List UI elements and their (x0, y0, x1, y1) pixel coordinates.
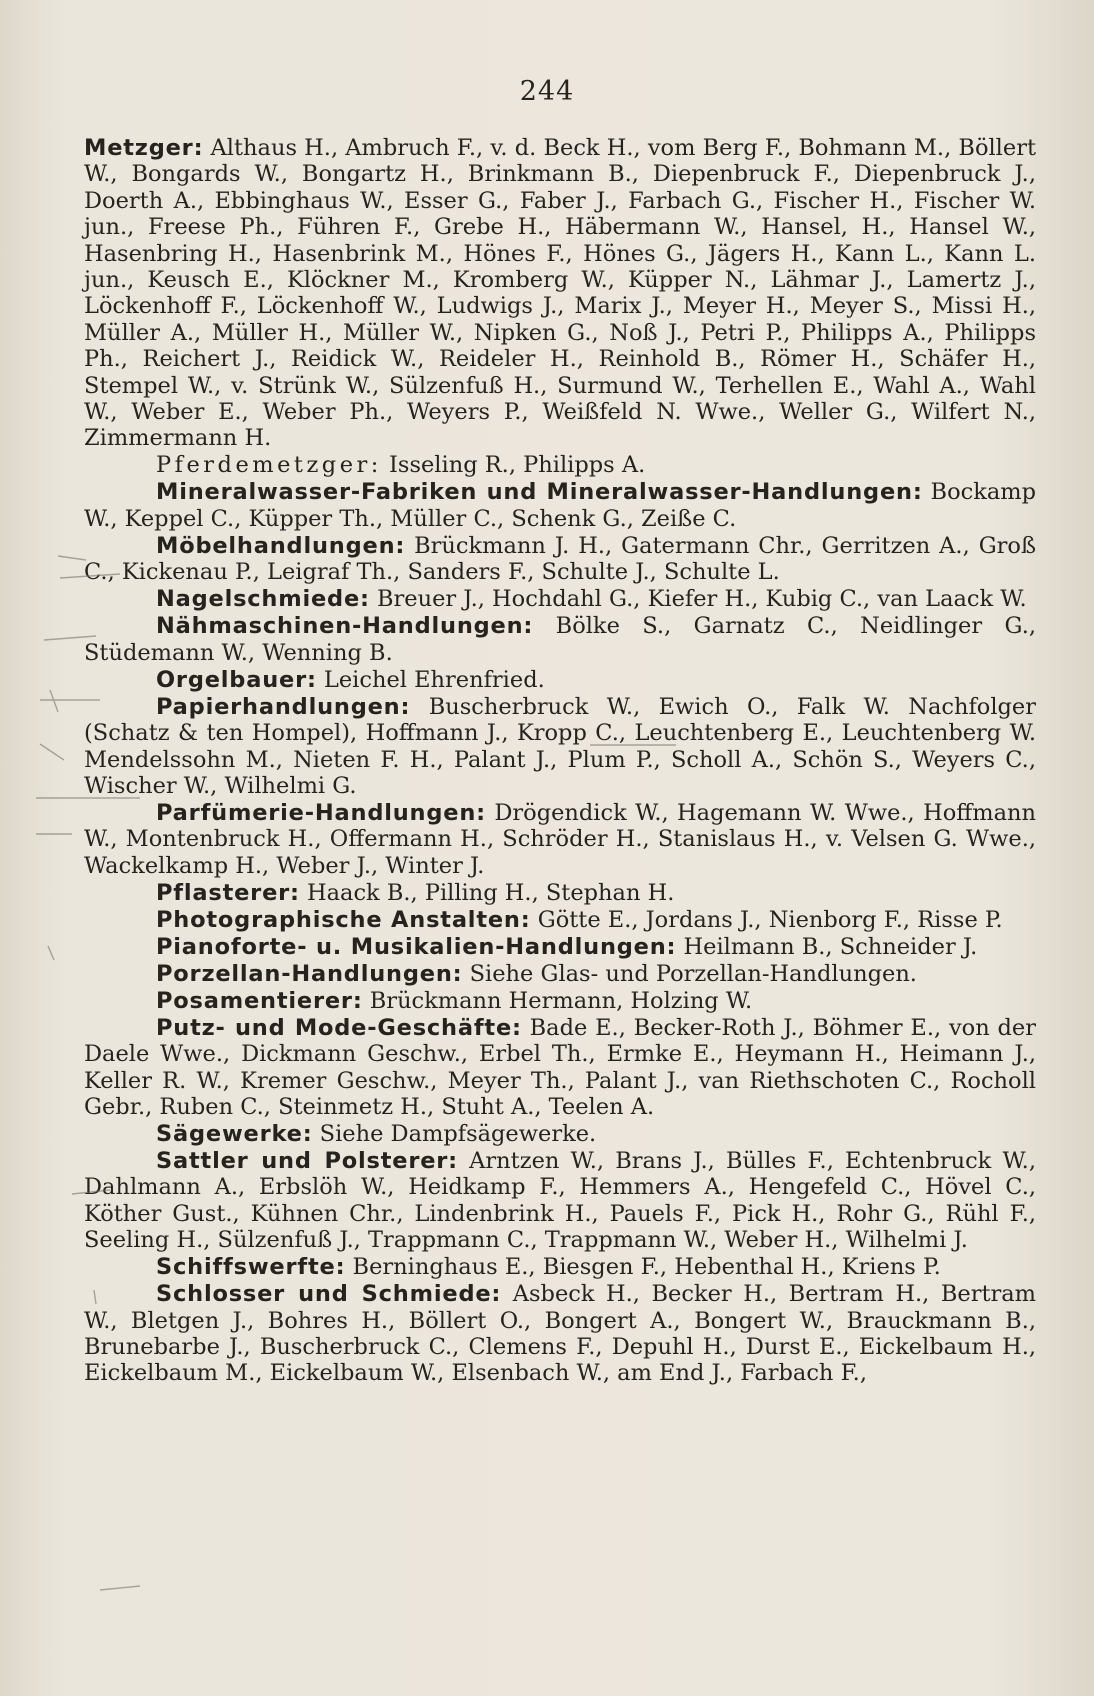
category-heading: Nähmaschinen-Handlungen: (156, 613, 534, 640)
category-heading: Möbelhandlungen: (156, 532, 406, 559)
entry-putz-mode (84, 1015, 1036, 1121)
category-heading: Pflasterer: (156, 879, 300, 906)
directory-text (84, 135, 1036, 1387)
entry-pianoforte (84, 934, 1036, 960)
page-number: 244 (519, 76, 575, 107)
entry-mineralwasser (84, 479, 1036, 532)
entry-papierhandlungen (84, 694, 1036, 800)
subcategory-heading: Pferdemetzger: (156, 452, 382, 479)
entry-names: Brückmann Hermann, Holzing W. (362, 987, 753, 1014)
entry-names: Arntzen W., Brans J., Bülles F., Echtenbruck W., Dahlmann A., Erbslöh W., Heidkamp F., Hemmers A., Hengefeld C., Hövel C., Köther Gust., Kühnen Chr., Lindenbrink H., Pauels F., Pick H., Rohr G., Rühl F., Seeling H., Sülzenfuß J., Trappmann C., Trappmann W., Weber H., Wilhelmi J. (84, 1147, 1036, 1254)
entry-names: Bade E., Becker-Roth J., Böhmer E., von der Daele Wwe., Dickmann Geschw., Erbel Th., Ermke E., Heymann H., Heimann J., Keller R. W., Kremer Geschw., Meyer Th., Palant J., van Riethschoten C., Rocholl Gebr., Ruben C., Steinmetz H., Stuht A., Teelen A. (84, 1014, 1036, 1120)
entry-names: Asbeck H., Becker H., Bertram H., Bertram W., Bletgen J., Bohres H., Böllert O., Bongert A., Bongert W., Brauckmann B., Brunebarbe J., Buscherbruck C., Clemens F., Depuhl H., Durst E., Eickelbaum H., Eickelbaum M., Eickelbaum W., Elsenbach W., am End J., Farbach F., (84, 1281, 1036, 1387)
category-heading: Putz- und Mode-Geschäfte: (156, 1014, 522, 1041)
entry-schlosser (84, 1281, 1036, 1387)
entry-names: Haack B., Pilling H., Stephan H. (299, 879, 675, 906)
entry-posamentierer (84, 988, 1036, 1014)
entry-names: Siehe Dampfsägewerke. (312, 1120, 597, 1147)
entry-names: Drögendick W., Hagemann W. Wwe., Hoffmann W., Montenbruck H., Offermann H., Schröder H., Stanislaus H., v. Velsen G. Wwe., Wackelkamp H., Weber J., Winter J. (84, 799, 1036, 879)
category-heading: Parfümerie-Handlungen: (156, 799, 486, 826)
category-heading: Schlosser und Schmiede: (156, 1281, 502, 1308)
entry-names: Leichel Ehrenfried. (316, 666, 545, 693)
entry-names: Althaus H., Ambruch F., v. d. Beck H., vom Berg F., Bohmann M., Böllert W., Bongards W., Bongartz H., Brinkmann B., Diepenbruck F., Diepenbruck J., Doerth A., Ebbinghaus W., Esser G., Faber J., Farbach G., Fischer H., Fischer W. jun., Freese Ph., Führen F., Grebe H., Häbermann W., Hansel, H., Hansel W., Hasenbring H., Hasenbrink M., Hönes F., Hönes G., Jägers H., Kann L., Kann L. jun., Keusch E., Klöckner M., Kromberg W., Küpper N., Lähmar J., Lamertz J., Löckenhoff F., Löckenhoff W., Ludwigs J., Marix J., Meyer H., Meyer S., Missi H., Müller A., Müller H., Müller W., Nipken G., Noß J., Petri P., Philipps A., Philipps Ph., Reichert J., Reidick W., Reideler H., Reinhold B., Römer H., Schäfer H., Stempel W., v. Strünk W., Sülzenfuß H., Surmund W., Terhellen E., Wahl A., Wahl W., Weber E., Weber Ph., Weyers P., Weißfeld N. Wwe., Weller G., Wilfert N., Zimmermann H. (84, 135, 1036, 452)
entry-names: Bölke S., Garnatz C., Neidlinger G., Stüdemann W., Wenning B. (84, 613, 1036, 666)
category-heading: Posamentierer: (156, 987, 363, 1014)
entry-names: Brückmann J. H., Gatermann Chr., Gerritzen A., Groß C., Kickenau P., Leigraf Th., Sanders F., Schulte J., Schulte L. (84, 532, 1036, 586)
entry-moebelhandlungen (84, 533, 1036, 586)
category-heading: Metzger: (84, 135, 204, 161)
entry-pflasterer (84, 880, 1036, 906)
entry-names: Siehe Glas- und Porzellan-Handlungen. (462, 960, 917, 987)
pencil-stroke (40, 744, 64, 760)
category-heading: Photographische Anstalten: (156, 906, 531, 933)
category-heading: Mineralwasser-Fabriken und Mineralwasser-Handlungen: (156, 479, 923, 506)
entry-names: Buscherbruck W., Ewich O., Falk W. Nachfolger (Schatz & ten Hompel), Hoffmann J., Kropp C., Leuchtenberg E., Leuchtenberg W. Mendelssohn M., Nieten F. H., Palant J., Plum P., Scholl A., Schön S., Weyers C., Wischer W., Wilhelmi G. (84, 693, 1036, 799)
entry-names: Götte E., Jordans J., Nienborg F., Risse P. (530, 906, 1003, 933)
entry-names: Bockamp W., Keppel C., Küpper Th., Müller C., Schenk G., Zeiße C. (84, 479, 1037, 532)
entry-saegewerke (84, 1121, 1036, 1147)
entry-parfuemerie (84, 800, 1036, 879)
pencil-stroke (100, 1586, 140, 1590)
entry-schiffswerfte (84, 1254, 1036, 1280)
entry-naehmaschinen (84, 613, 1036, 666)
entry-names: Isseling R., Philipps A. (381, 452, 646, 479)
entry-orgelbauer (84, 667, 1036, 693)
pencil-stroke (48, 946, 54, 960)
entry-metzger (84, 135, 1036, 452)
category-heading: Papierhandlungen: (156, 693, 411, 720)
entry-porzellan (84, 961, 1036, 987)
category-heading: Porzellan-Handlungen: (156, 960, 463, 987)
entry-names: Berninghaus E., Biesgen F., Hebenthal H., Kriens P. (345, 1254, 941, 1281)
entry-sattler (84, 1148, 1036, 1254)
entry-photographische-anstalten (84, 907, 1036, 933)
category-heading: Nagelschmiede: (156, 586, 370, 613)
category-heading: Sattler und Polsterer: (156, 1147, 458, 1174)
category-heading: Sägewerke: (156, 1120, 313, 1147)
category-heading: Pianoforte- u. Musikalien-Handlungen: (156, 933, 677, 960)
entry-names: Breuer J., Hochdahl G., Kiefer H., Kubig C., van Laack W. (369, 586, 1027, 613)
entry-names: Heilmann B., Schneider J. (676, 933, 978, 960)
category-heading: Orgelbauer: (156, 666, 317, 693)
entry-pferdemetzger (84, 452, 1036, 478)
entry-nagelschmiede (84, 586, 1036, 612)
category-heading: Schiffswerfte: (156, 1254, 346, 1281)
